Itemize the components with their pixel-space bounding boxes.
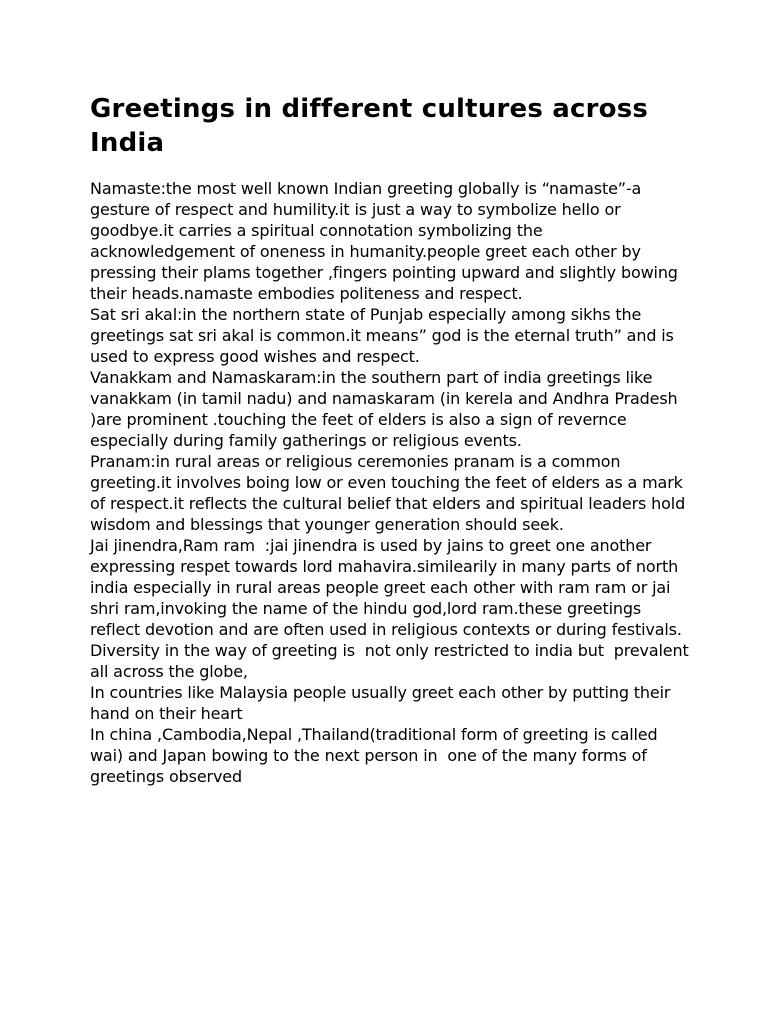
document-title: Greetings in different cultures across India <box>90 94 649 158</box>
paragraph-pranam: Pranam:in rural areas or religious ceremonies pranam is a common greeting.it involves boing low or even touching the feet of elders as a mark of respect.it reflects the cultural belief that elders and spiritual leaders hold wisdom and blessings that younger generation should seek. <box>90 452 691 534</box>
paragraph-namaste: Namaste:the most well known Indian greeting globally is “namaste”-a gesture of respect and humility.it is just a way to symbolize hello or goodbye.it carries a spiritual connotation symbolizing the acknowledgement of oneness in humanity.people greet each other by pressing their plams together ,fingers pointing upward and slightly bowing their heads.namaste embodies politeness and respect. <box>90 179 683 303</box>
paragraph-bowing: In china ,Cambodia,Nepal ,Thailand(traditional form of greeting is called wai) and Japan bowing to the next person in one of the many forms of greetings observed <box>90 725 663 786</box>
document-body <box>90 178 694 787</box>
paragraph-malaysia: In countries like Malaysia people usually greet each other by putting their hand on their heart <box>90 683 676 723</box>
paragraph-jai-jinendra: Jai jinendra,Ram ram :jai jinendra is used by jains to greet one another expressing respet towards lord mahavira.similearily in many parts of north india especially in rural areas people greet each other with ram ram or jai shri ram,invoking the name of the hindu god,lord ram.these greetings reflect devotion and are often used in religious contexts or during festivals. <box>90 536 684 639</box>
paragraph-sat-sri-akal: Sat sri akal:in the northern state of Punjab especially among sikhs the greetings sat sri akal is common.it means” god is the eternal truth” and is used to express good wishes and respect. <box>90 305 679 366</box>
document-page <box>90 92 694 787</box>
paragraph-vanakkam: Vanakkam and Namaskaram:in the southern part of india greetings like vanakkam (in tamil nadu) and namaskaram (in kerela and Andhra Pradesh )are prominent .touching the feet of elders is also a sign of revernce especially during family gatherings or religious events. <box>90 368 683 450</box>
paragraph-diversity: Diversity in the way of greeting is not only restricted to india but prevalent all across the globe, <box>90 641 694 681</box>
